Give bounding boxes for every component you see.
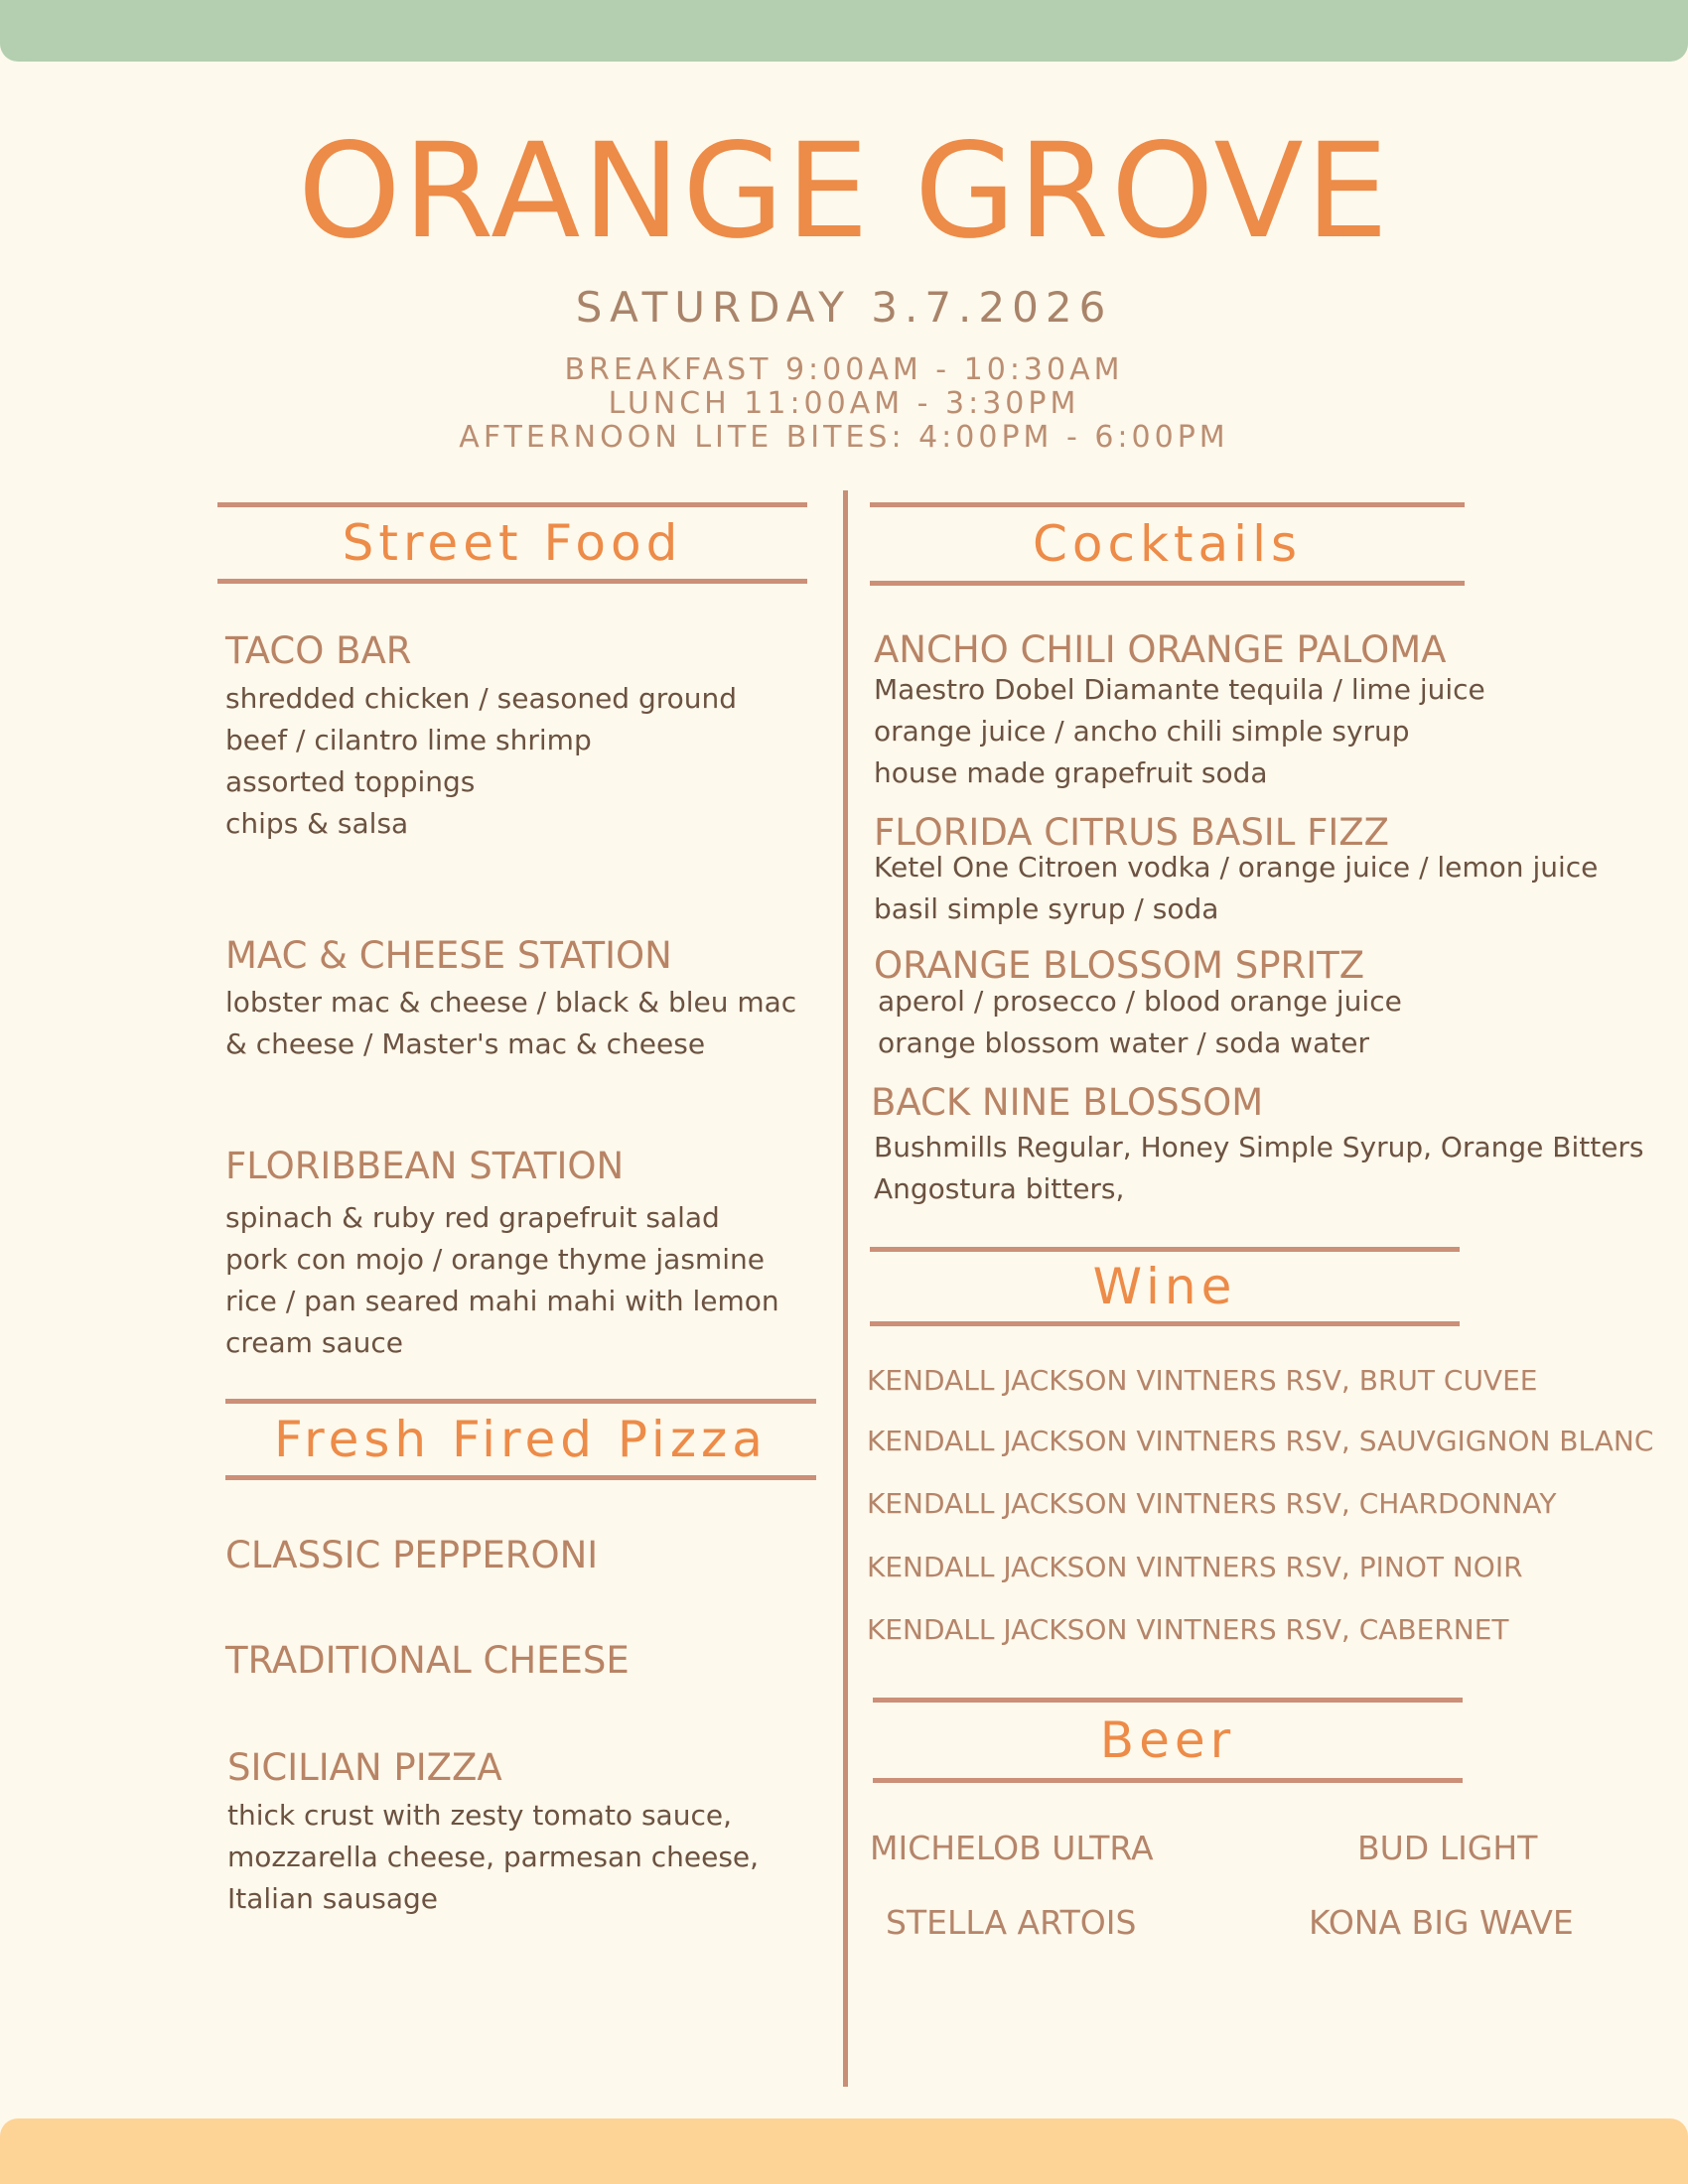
desc-line: Maestro Dobel Diamante tequila / lime juice xyxy=(874,673,1485,706)
street-food-section xyxy=(217,502,807,584)
desc-line: rice / pan seared mahi mahi with lemon xyxy=(225,1285,779,1317)
desc-line: aperol / prosecco / blood orange juice xyxy=(878,985,1402,1018)
wine-heading xyxy=(870,1247,1460,1326)
item-classic-pepperoni: CLASSIC PEPPERONI xyxy=(225,1534,599,1576)
beer-heading xyxy=(873,1698,1463,1783)
wine-item: KENDALL JACKSON VINTNERS RSV, CHARDONNAY xyxy=(867,1487,1557,1520)
desc-line: chips & salsa xyxy=(225,807,409,840)
desc-line: shredded chicken / seasoned ground xyxy=(225,682,738,715)
desc-line: spinach & ruby red grapefruit salad xyxy=(225,1201,720,1234)
desc-line: Bushmills Regular, Honey Simple Syrup, Orange Bitters xyxy=(874,1131,1644,1163)
item-floribbean-title: FLORIBBEAN STATION xyxy=(225,1145,625,1187)
cocktail-paloma-desc xyxy=(874,669,1485,794)
cocktail-basil-fizz-desc xyxy=(874,847,1598,930)
item-mac-cheese-desc xyxy=(225,982,796,1065)
cocktail-spritz-title: ORANGE BLOSSOM SPRITZ xyxy=(874,944,1365,987)
desc-line: pork con mojo / orange thyme jasmine xyxy=(225,1243,765,1276)
street-food-heading xyxy=(217,502,807,584)
beer-item: STELLA ARTOIS xyxy=(886,1903,1137,1942)
item-taco-bar-title: TACO BAR xyxy=(225,629,412,672)
wine-item: KENDALL JACKSON VINTNERS RSV, BRUT CUVEE xyxy=(867,1364,1538,1397)
cocktail-back-nine-desc xyxy=(874,1127,1644,1210)
cocktails-heading xyxy=(870,502,1465,586)
desc-line: basil simple syrup / soda xyxy=(874,892,1219,925)
desc-line: cream sauce xyxy=(225,1326,403,1359)
page-title: ORANGE GROVE xyxy=(297,115,1391,268)
item-mac-cheese-title: MAC & CHEESE STATION xyxy=(225,934,672,977)
wine-heading-text: Wine xyxy=(1092,1258,1237,1315)
bottom-color-band xyxy=(0,2118,1688,2184)
item-sicilian-pizza-title: SICILIAN PIZZA xyxy=(227,1746,502,1789)
desc-line: lobster mac & cheese / black & bleu mac xyxy=(225,986,797,1019)
cocktail-spritz-desc xyxy=(878,981,1402,1064)
street-food-heading-text: Street Food xyxy=(342,514,683,572)
pizza-section xyxy=(225,1399,816,1480)
wine-item: KENDALL JACKSON VINTNERS RSV, PINOT NOIR xyxy=(867,1551,1523,1583)
desc-line: orange blossom water / soda water xyxy=(878,1026,1369,1059)
pizza-heading-text: Fresh Fired Pizza xyxy=(274,1411,768,1468)
service-hours xyxy=(0,353,1688,455)
desc-line: orange juice / ancho chili simple syrup xyxy=(874,715,1410,748)
column-divider xyxy=(843,490,848,2087)
desc-line: mozzarella cheese, parmesan cheese, xyxy=(227,1841,760,1873)
cocktail-basil-fizz-title: FLORIDA CITRUS BASIL FIZZ xyxy=(874,811,1389,854)
cocktails-section xyxy=(870,502,1465,586)
beer-item: MICHELOB ULTRA xyxy=(870,1829,1154,1867)
cocktail-back-nine-title: BACK NINE BLOSSOM xyxy=(871,1081,1264,1124)
item-floribbean-desc xyxy=(225,1197,779,1364)
item-taco-bar-desc xyxy=(225,678,737,845)
wine-item: KENDALL JACKSON VINTNERS RSV, CABERNET xyxy=(867,1613,1509,1646)
desc-line: beef / cilantro lime shrimp xyxy=(225,724,592,756)
wine-item: KENDALL JACKSON VINTNERS RSV, SAUVGIGNON BLANC xyxy=(867,1425,1654,1457)
hours-lunch: LUNCH 11:00AM - 3:30PM xyxy=(608,386,1080,421)
beer-section xyxy=(873,1698,1463,1783)
item-traditional-cheese: TRADITIONAL CHEESE xyxy=(225,1639,630,1682)
desc-line: assorted toppings xyxy=(225,765,476,798)
wine-section xyxy=(870,1247,1460,1326)
desc-line: & cheese / Master's mac & cheese xyxy=(225,1027,706,1060)
desc-line: house made grapefruit soda xyxy=(874,756,1268,789)
pizza-heading xyxy=(225,1399,816,1480)
cocktails-heading-text: Cocktails xyxy=(1032,515,1303,573)
event-date: SATURDAY 3.7.2026 xyxy=(575,283,1113,332)
desc-line: Italian sausage xyxy=(227,1882,438,1915)
desc-line: thick crust with zesty tomato sauce, xyxy=(227,1799,732,1832)
top-color-band xyxy=(0,0,1688,62)
desc-line: Angostura bitters, xyxy=(874,1172,1125,1205)
hours-lite-bites: AFTERNOON LITE BITES: 4:00PM - 6:00PM xyxy=(459,420,1229,455)
beer-item: KONA BIG WAVE xyxy=(1309,1903,1574,1942)
item-sicilian-pizza-desc xyxy=(227,1795,759,1920)
beer-heading-text: Beer xyxy=(1099,1711,1236,1769)
beer-item: BUD LIGHT xyxy=(1357,1829,1538,1867)
desc-line: Ketel One Citroen vodka / orange juice / lemon juice xyxy=(874,851,1599,884)
hours-breakfast: BREAKFAST 9:00AM - 10:30AM xyxy=(564,352,1124,387)
cocktail-paloma-title: ANCHO CHILI ORANGE PALOMA xyxy=(874,628,1447,671)
